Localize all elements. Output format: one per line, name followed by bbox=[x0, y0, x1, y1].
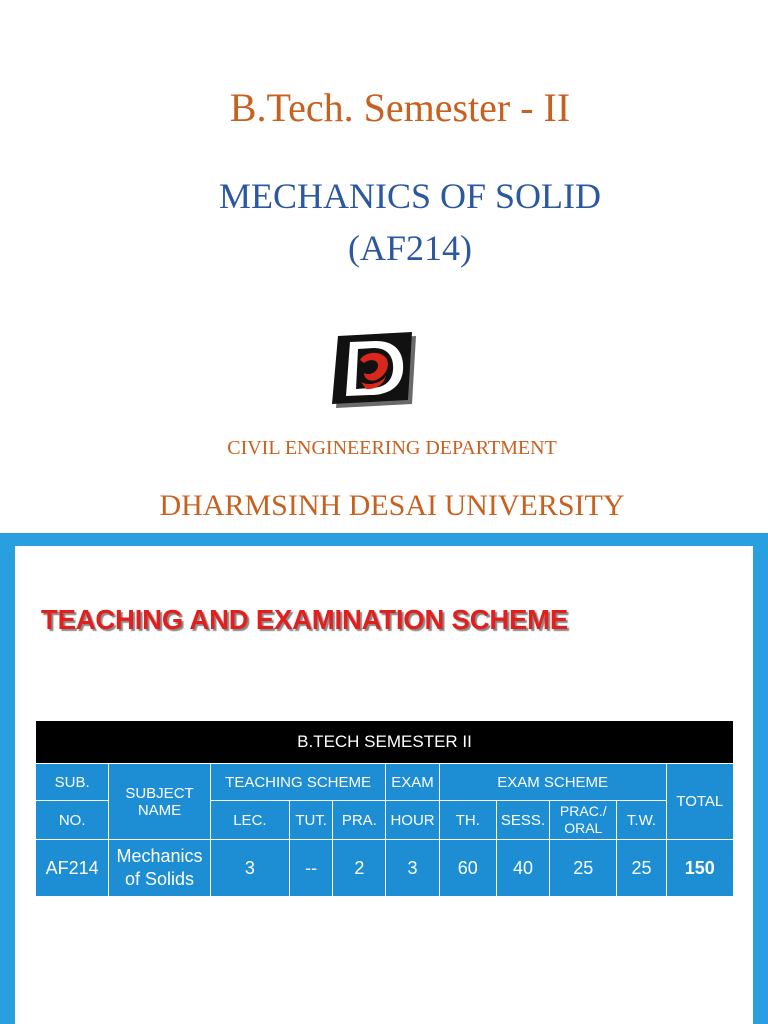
cell-sess: 40 bbox=[496, 840, 549, 897]
header-pra: PRA. bbox=[333, 801, 386, 840]
header-prac-oral: PRAC./ ORAL bbox=[550, 801, 617, 840]
header-no: NO. bbox=[36, 801, 109, 840]
subject-title: MECHANICS OF SOLID bbox=[218, 176, 602, 216]
university-name: DHARMSINH DESAI UNIVERSITY bbox=[159, 489, 625, 522]
header-total: TOTAL bbox=[666, 764, 733, 840]
cell-hour: 3 bbox=[386, 840, 439, 897]
cell-pra: 2 bbox=[333, 840, 386, 897]
cell-sub-no: AF214 bbox=[36, 840, 109, 897]
ddu-logo-icon bbox=[330, 332, 418, 408]
semester-title: B.Tech. Semester - II bbox=[229, 85, 571, 130]
scheme-table bbox=[35, 720, 734, 897]
scheme-heading: TEACHING AND EXAMINATION SCHEME bbox=[41, 604, 569, 635]
header-exam: EXAM bbox=[386, 764, 439, 801]
header-tut: TUT. bbox=[290, 801, 333, 840]
table-row bbox=[36, 840, 734, 897]
header-exam-scheme: EXAM SCHEME bbox=[439, 764, 666, 801]
header-sess: SESS. bbox=[496, 801, 549, 840]
header-lec: LEC. bbox=[210, 801, 289, 840]
header-subject-name: SUBJECT NAME bbox=[109, 764, 210, 840]
cell-tw: 25 bbox=[617, 840, 666, 897]
slide-content bbox=[15, 546, 753, 1024]
cell-subject-name: Mechanics of Solids bbox=[109, 840, 210, 897]
cell-prac-oral: 25 bbox=[550, 840, 617, 897]
header-tw: T.W. bbox=[617, 801, 666, 840]
header-sub: SUB. bbox=[36, 764, 109, 801]
header-hour: HOUR bbox=[386, 801, 439, 840]
subject-code: (AF214) bbox=[348, 228, 472, 268]
table-title: B.TECH SEMESTER II bbox=[36, 721, 734, 764]
header-teaching-scheme: TEACHING SCHEME bbox=[210, 764, 386, 801]
scheme-slide bbox=[0, 533, 768, 1024]
cell-th: 60 bbox=[439, 840, 496, 897]
cell-tut: -- bbox=[290, 840, 333, 897]
header-th: TH. bbox=[439, 801, 496, 840]
cell-total: 150 bbox=[666, 840, 733, 897]
cell-lec: 3 bbox=[210, 840, 289, 897]
department-name: CIVIL ENGINEERING DEPARTMENT bbox=[227, 437, 557, 459]
